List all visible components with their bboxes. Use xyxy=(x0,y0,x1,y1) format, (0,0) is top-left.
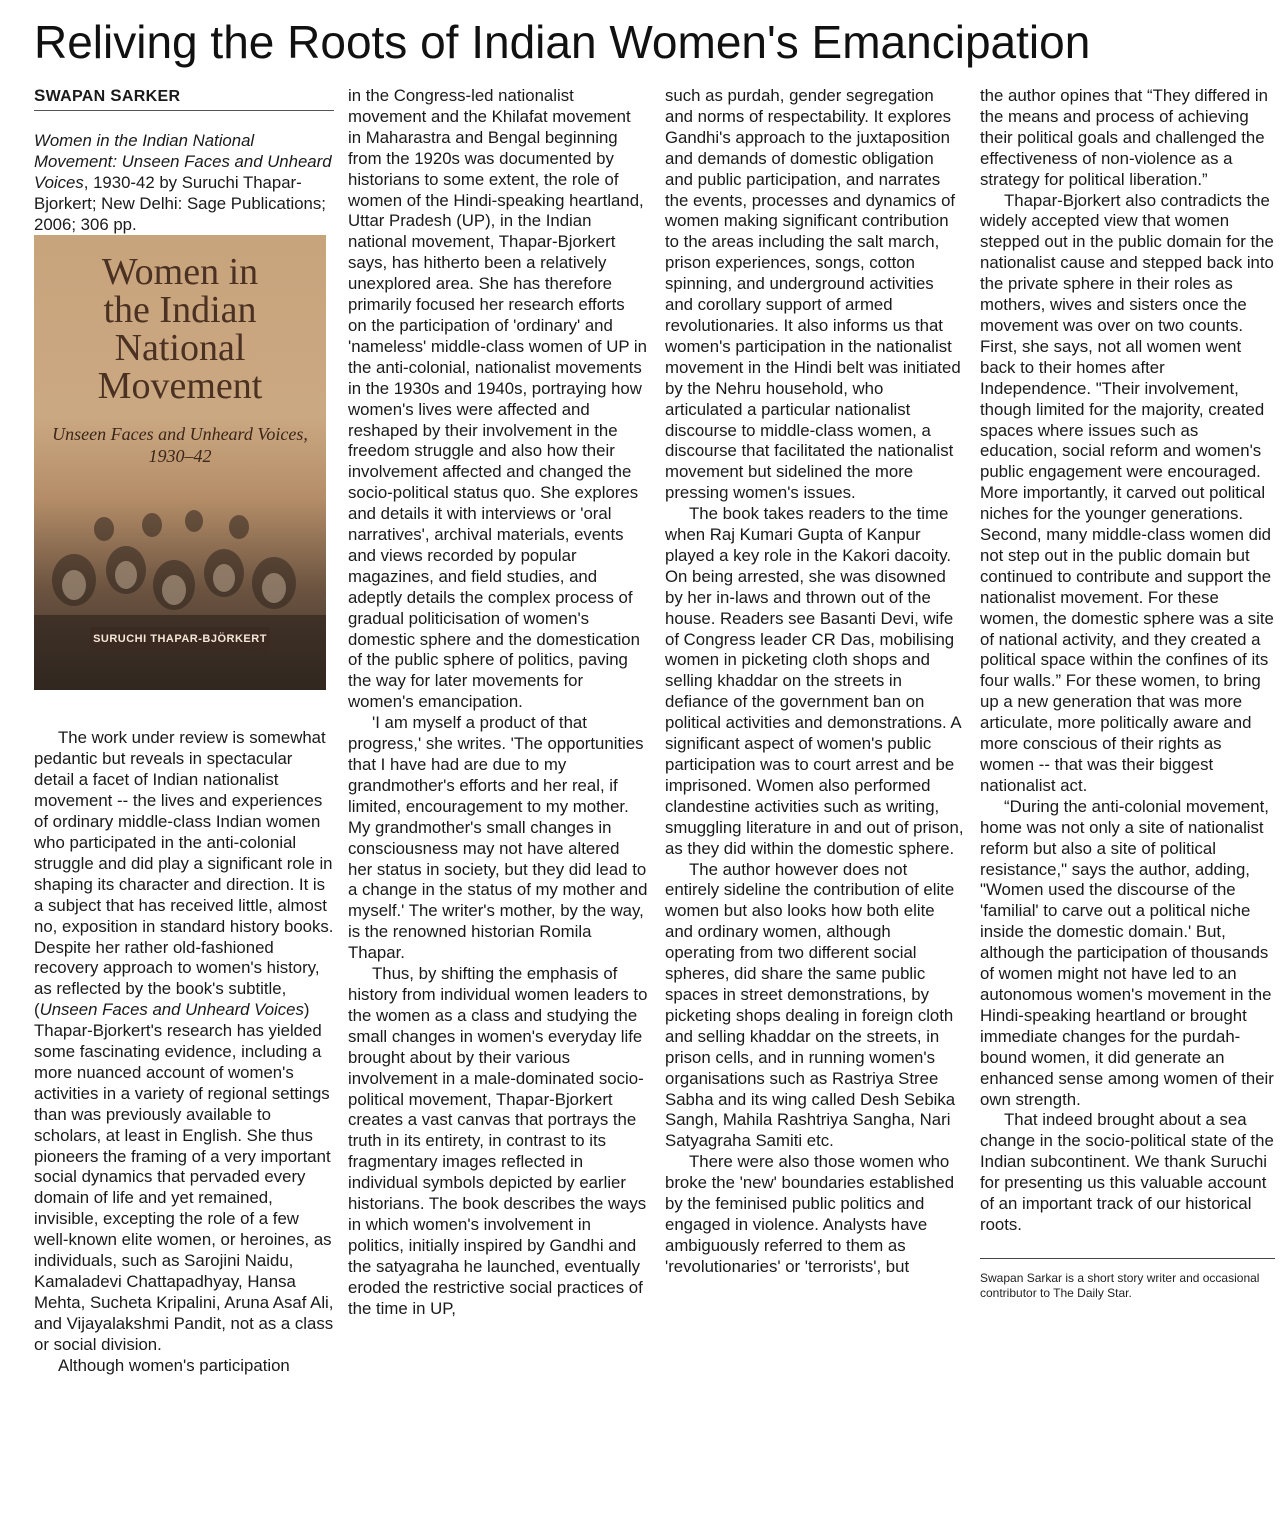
paragraph-10: That indeed brought about a sea change in the socio-political state of the Indian subcontinent. We thank Suruchi for presenting us this valuable account of an important track of our historical roots. xyxy=(980,1110,1274,1234)
paragraph-2-continued: in the Congress-led nationalist movement and the Khilafat movement in Maharastra and Bengal beginning from the 1920s was documented by historians to some extent, the role of women of the Hindi-speaking heartland, Uttar Pradesh (UP), in the Indian national movement, Thapar-Bjorkert says, has hitherto been a relatively unexplored area. She has therefore primarily focused her research efforts on the participation of 'ordinary' and 'nameless' middle-class women of UP in the anti-colonial, nationalist movements in the 1930s and 1940s, portraying how women's lives were affected and reshaped by their involvement in the freedom struggle and also how their involvement affected and changed the socio-political status quo. She explores and details it with interviews or 'oral narratives', archival materials, events and views recorded by popular magazines, and field studies, and adeptly details the complex process of gradual politicisation of women's domestic sphere and the domestication of the public sphere of politics, paving the way for later movements for women's emancipation. xyxy=(348,86,647,712)
column-4 xyxy=(980,86,1275,1301)
footnote-divider xyxy=(980,1258,1275,1301)
column-3 xyxy=(665,86,965,1278)
paragraph-2-start: Although women's participation xyxy=(58,1355,290,1375)
author-footnote: Swapan Sarkar is a short story writer and occasional contributor to The Daily Star. xyxy=(980,1270,1260,1300)
cover-author-label: SURUCHI THAPAR-BJÖRKERT xyxy=(90,627,270,651)
article-headline: Reliving the Roots of Indian Women's Emancipation xyxy=(34,16,1091,68)
column-2 xyxy=(348,86,648,1319)
paragraph-5: The book takes readers to the time when Raj Kumari Gupta of Kanpur played a key role in the Kakori dacoity. On being arrested, she was disowned by her in-laws and thrown out of the house. Readers see Basanti Devi, wife of Congress leader CR Das, mobilising women in picketing cloth shops and selling khaddar on the streets in defiance of the government ban on political activities and demonstrations. A significant aspect of women's public participation was to court arrest and be imprisoned. Women also performed clandestine activities such as writing, smuggling literature in and out of prison, as they did within the domestic sphere. xyxy=(665,504,964,858)
paragraph-8: Thapar-Bjorkert also contradicts the widely accepted view that women stepped out in the public domain for the nationalist cause and stepped back into the private sphere in their roles as mothers, wives and sisters once the movement was over on two counts. First, she says, not all women went back to their homes after Independence. "Their involvement, though limited for the majority, created spaces where issues such as education, social reform and women's public engagement were encouraged. More importantly, it carved out political niches for the younger generations. Second, many middle-class women did not step out in the public domain but continued to contribute and support the nationalist movement. For these women, the domestic sphere was a site of national activity, and they created a political space within the confines of its four walls.” For these women, to bring up a new generation that was more articulate, more politically aware and more conscious of their rights as women -- that was their biggest nationalist act. xyxy=(980,190,1274,795)
column-1 xyxy=(34,86,334,1377)
byline: SWAPAN SARKER xyxy=(34,86,334,111)
cover-subtitle: Unseen Faces and Unheard Voices, 1930–42 xyxy=(52,424,308,467)
cover-title: Women in the Indian National Movement xyxy=(97,251,263,408)
book-title: Women in the Indian National Movement: Unseen Faces and Unheard Voices xyxy=(34,130,332,192)
paragraph-4-continued: such as purdah, gender segregation and norms of respectability. It explores Gandhi's approach to the juxtaposition and demands of domestic obligation and public participation, and narrates the events, processes and dynamics of women making significant contribution to the areas including the salt march, prison experiences, songs, cotton spinning, and underground activities and corollary support of armed revolutionaries. It also informs us that women's participation in the nationalist movement in the Hindi belt was initiated by the Nehru household, who articulated a particular nationalist discourse to middle-class women, a discourse that facilitated the nationalist movement but sidelined the more pressing women's issues. xyxy=(665,86,961,503)
book-details: Women in the Indian National Movement: Unseen Faces and Unheard Voices, 1930-42 by Suruchi Thapar-Bjorkert; New Delhi: Sage Publications; 2006; 306 pp. xyxy=(34,130,332,234)
paragraph-9: “During the anti-colonial movement, home was not only a site of nationalist reform but also a site of political resistance," says the author, adding, "Women used the discourse of the 'familial' to carve out a political niche inside the domestic domain.' But, although the participation of thousands of women might not have led to an autonomous women's movement in the Hindi-speaking heartland or brought immediate changes for the purdah-bound women, it did generate an enhanced sense among women of their own strength. xyxy=(980,796,1274,1109)
paragraph-7-continued: the author opines that “They differed in the means and process of achieving their political goals and challenged the effectiveness of non-violence as a strategy for political liberation.” xyxy=(980,86,1268,189)
paragraph-1: The work under review is somewhat pedantic but reveals in spectacular detail a facet of Indian nationalist movement -- the lives and experiences of ordinary middle-class Indian women who participated in the anti-colonial struggle and did play a significant role in shaping its character and direction. It is a subject that has received little, almost no, exposition in standard history books. Despite her rather old-fashioned recovery approach to women's history, as reflected by the book's subtitle, (Unseen Faces and Unheard Voices) Thapar-Bjorkert's research has yielded some fascinating evidence, including a more nuanced account of women's activities in a variety of regional settings than was previously available to scholars, at least in English. She thus pioneers the framing of a very important social dynamics that pervaded every domain of life and yet remained, invisible, excepting the role of a few well-known elite women, or heroines, as individuals, such as Sarojini Naidu, Kamaladevi Chattapadhyay, Hansa Mehta, Sucheta Kripalini, Aruna Asaf Ali, and Vijayalakshmi Pandit, not as a class or social division. xyxy=(34,728,334,1354)
paragraph-4-start: Thus, by shifting the emphasis of history from individual women leaders to the women as a class and studying the small changes in women's everyday life brought about by their various involvement in a male-dominated socio-political movement, Thapar-Bjorkert creates a vast canvas that portrays the truth in its entirety, in contrast to its fragmentary images reflected in individual symbols depicted by earlier historians. The book describes the ways in which women's involvement in politics, initially inspired by Gandhi and the satyagraha he launched, eventually eroded the restrictive social practices of the time in UP, xyxy=(348,964,648,1318)
cover-crowd-photo xyxy=(34,485,326,690)
book-cover-image xyxy=(34,235,326,690)
paragraph-7-start: There were also those women who broke the 'new' boundaries established by the feminised public politics and engaged in violence. Analysts have ambiguously referred to them as 'revolutionaries' or 'terrorists', but xyxy=(665,1152,955,1276)
paragraph-6: The author however does not entirely sideline the contribution of elite women but also looks how both elite and ordinary women, although operating from two different social spheres, did share the same public spaces in street demonstrations, by picketing shops dealing in foreign cloth and selling khaddar on the streets, in prison cells, and in running women's organisations such as Rastriya Stree Sabha and its wing called Desh Sebika Sangh, Mahila Rashtriya Sangha, Nari Satyagraha Samiti etc. xyxy=(665,859,956,1151)
paragraph-3: 'I am myself a product of that progress,' she writes. 'The opportunities that I have had are due to my grandmother's efforts and her real, if limited, encouragement to my mother. My grandmother's small changes in consciousness may not have altered her status in society, but they did lead to a change in the status of my mother and myself.' The writer's mother, by the way, is the renowned historian Romila Thapar. xyxy=(348,713,648,963)
